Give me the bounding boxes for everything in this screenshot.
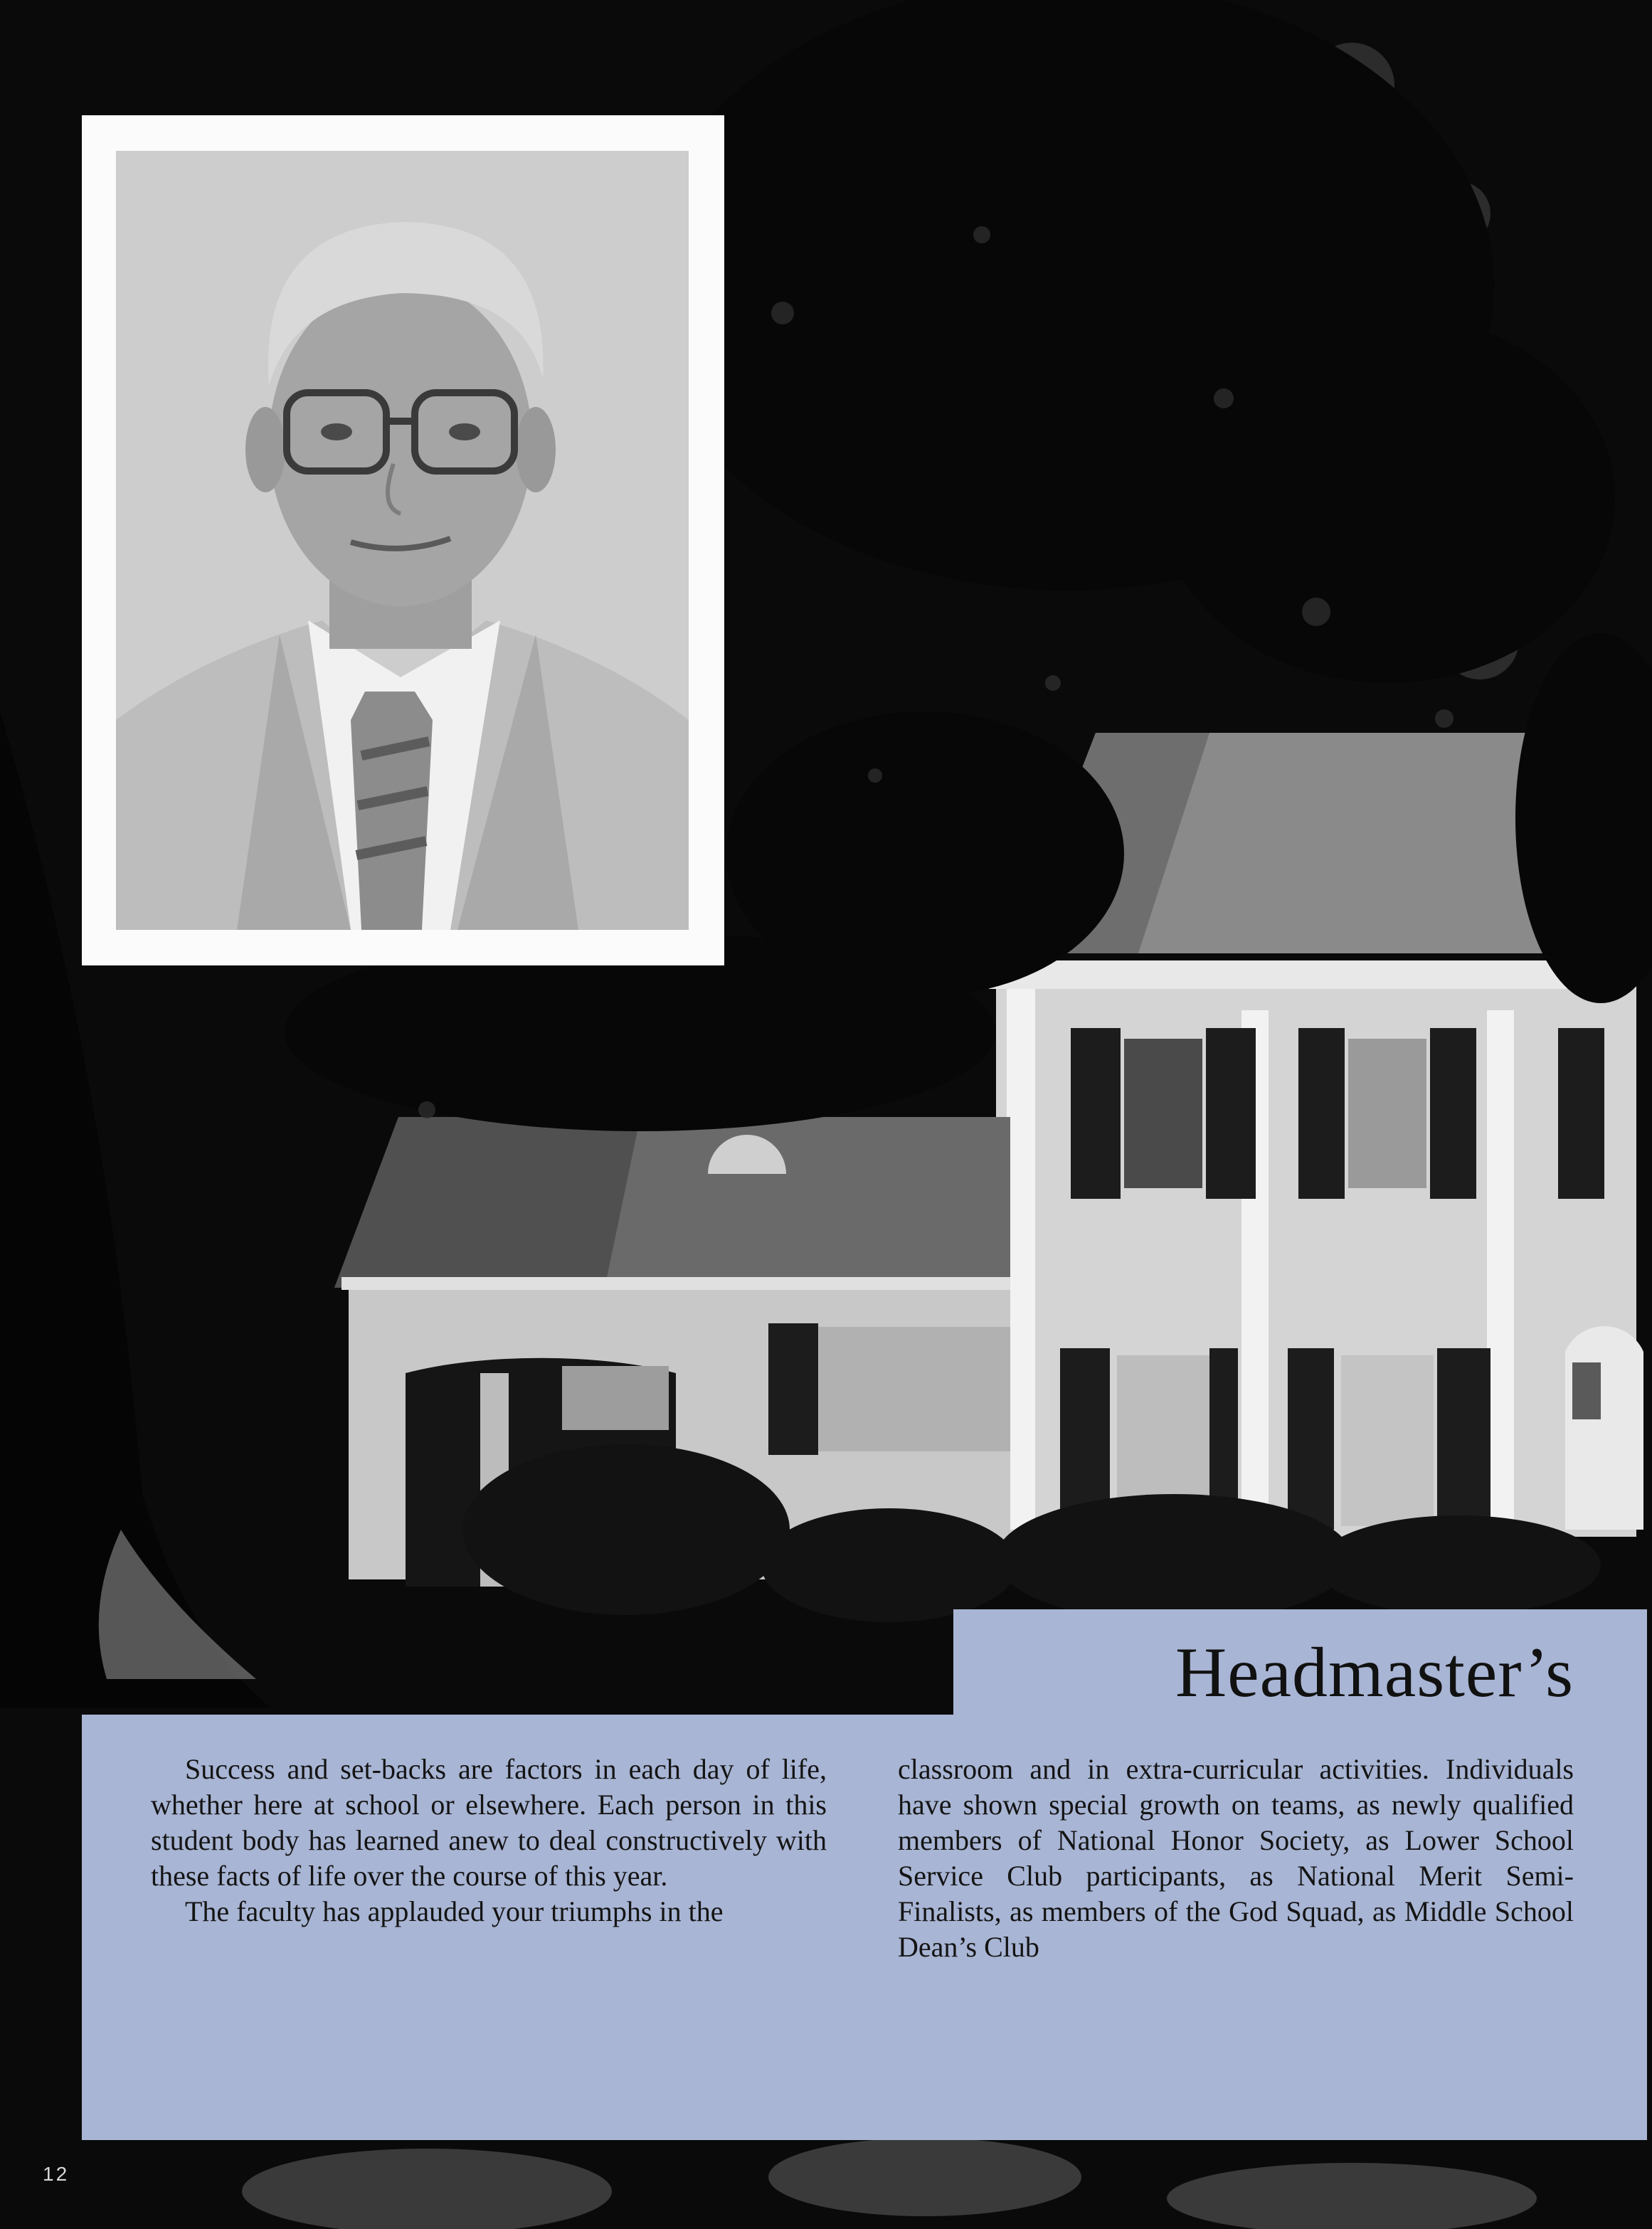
letter-paragraph: The faculty has applauded your triumphs in the [185, 1895, 724, 1927]
portrait-frame [82, 115, 724, 965]
letter-right-column [898, 1752, 1574, 1965]
letter-paragraph: Success and set-backs are factors in each day of life, whether here at school or elsewhere. Each person in this student body has learned anew to deal constructively with these facts of life over the course of this year. [151, 1753, 827, 1892]
page-number: 12 [43, 2163, 70, 2185]
page-title: Headmaster’s [1175, 1633, 1574, 1712]
letter-paragraph: classroom and in extra-curricular activities. Individuals have shown special growth on teams, as newly qualified members of National Honor Society, as Lower School Service Club participants, as National Merit Semi-Finalists, as members of the God Squad, as Middle School Dean’s Club [898, 1753, 1574, 1963]
letter-left-column [151, 1752, 827, 1929]
headmaster-portrait [116, 151, 689, 930]
